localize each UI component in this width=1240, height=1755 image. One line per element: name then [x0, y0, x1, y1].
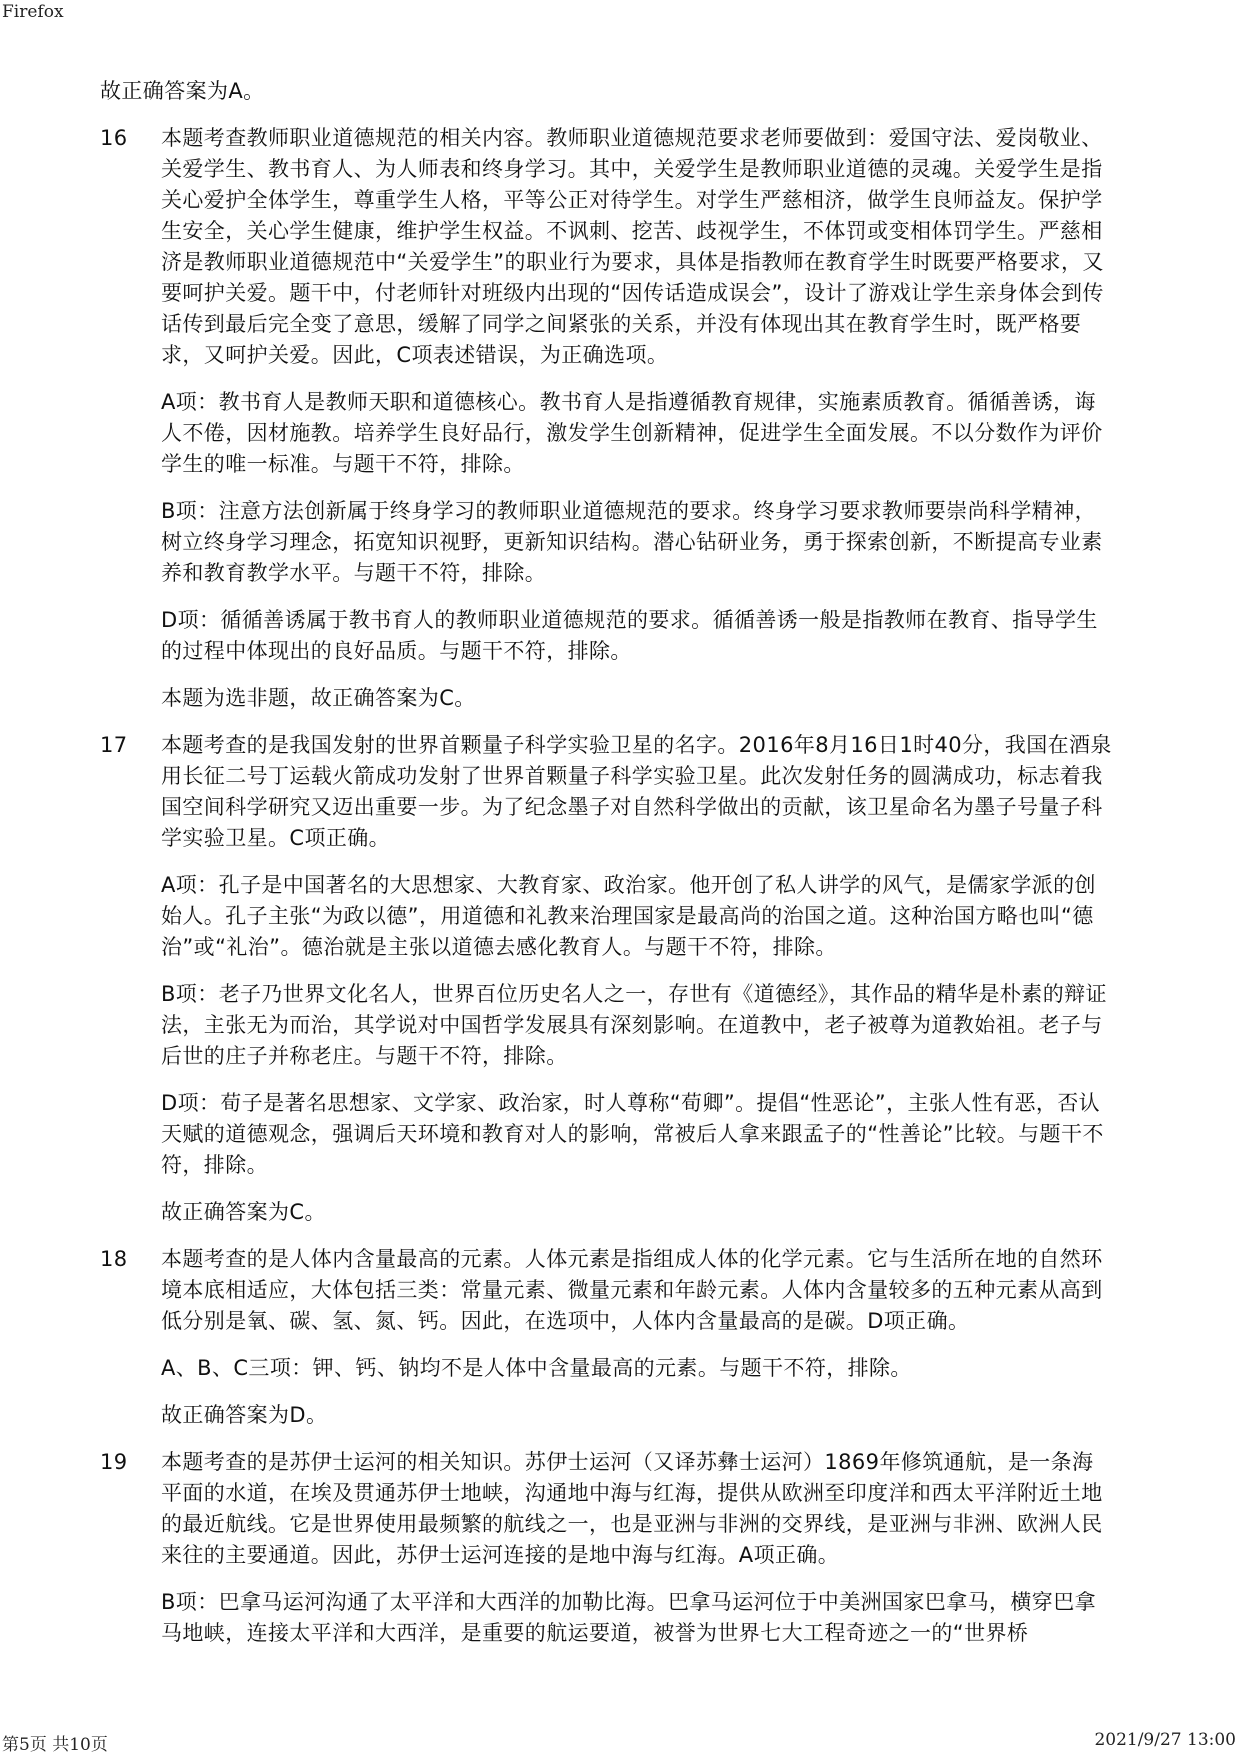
question-explanation — [100, 1244, 1115, 1447]
explanation-body — [161, 1244, 1113, 1447]
explanation-paragraph: 本题考查教师职业道德规范的相关内容。教师职业道德规范要求老师要做到：爱国守法、爱岗敬业、关爱学生、教书育人、为人师表和终身学习。其中，关爱学生是教师职业道德的灵魂。关爱学生是指关心爱护全体学生，尊重学生人格，平等公正对待学生。对学生严慈相济，做学生良师益友。保护学生安全，关心学生健康，维护学生权益。不讽刺、挖苦、歧视学生，不体罚或变相体罚学生。严慈相济是教师职业道德规范中“关爱学生”的职业行为要求，具体是指教师在教育学生时既要严格要求，又要呵护关爱。题干中，付老师针对班级内出现的“因传话造成误会”，设计了游戏让学生亲身体会到传话传到最后完全变了意思，缓解了同学之间紧张的关系，并没有体现出其在教育学生时，既严格要求，又呵护关爱。因此，C项表述错误，为正确选项。 — [161, 126, 1104, 367]
question-list — [100, 123, 1115, 1665]
explanation-paragraph: B项：老子乃世界文化名人，世界百位历史名人之一，存世有《道德经》，其作品的精华是朴素的辩证法，主张无为而治，其学说对中国哲学发展具有深刻影响。在道教中，老子被尊为道教始祖。老子与后世的庄子并称老庄。与题干不符，排除。 — [161, 982, 1107, 1068]
explanation-paragraph: 故正确答案为D。 — [161, 1403, 328, 1427]
print-datetime: 2021/9/27 13:00 — [1094, 1730, 1236, 1750]
question-explanation — [100, 1447, 1115, 1665]
question-number: 16 — [100, 126, 128, 150]
explanation-paragraph: 本题为选非题，故正确答案为C。 — [161, 686, 476, 710]
explanation-body — [161, 730, 1113, 1244]
question-number: 18 — [100, 1247, 128, 1271]
browser-title: Firefox — [2, 2, 64, 22]
question-number: 19 — [100, 1450, 128, 1474]
explanation-paragraph: 故正确答案为C。 — [161, 1200, 326, 1224]
explanation-paragraph: D项：循循善诱属于教书育人的教师职业道德规范的要求。循循善诱一般是指教师在教育、指导学生的过程中体现出的良好品质。与题干不符，排除。 — [161, 608, 1098, 663]
explanation-paragraph: A项：孔子是中国著名的大思想家、大教育家、政治家。他开创了私人讲学的风气，是儒家学派的创始人。孔子主张“为政以德”，用道德和礼教来治理国家是最高尚的治国之道。这种治国方略也叫“德治”或“礼治”。德治就是主张以道德去感化教育人。与题干不符，排除。 — [161, 873, 1096, 959]
explanation-paragraph: B项：注意方法创新属于终身学习的教师职业道德规范的要求。终身学习要求教师要崇尚科学精神，树立终身学习理念，拓宽知识视野，更新知识结构。潜心钻研业务，勇于探索创新，不断提高专业素养和教育教学水平。与题干不符，排除。 — [161, 499, 1103, 585]
explanation-body — [161, 1447, 1113, 1665]
question-explanation — [100, 730, 1115, 1244]
explanation-paragraph: A项：教书育人是教师天职和道德核心。教书育人是指遵循教育规律，实施素质教育。循循善诱，诲人不倦，因材施教。培养学生良好品行，激发学生创新精神，促进学生全面发展。不以分数作为评价学生的唯一标准。与题干不符，排除。 — [161, 390, 1103, 476]
explanation-body — [161, 123, 1113, 730]
previous-answer: 故正确答案为A。 — [100, 79, 265, 103]
explanation-paragraph: A、B、C三项：钾、钙、钠均不是人体中含量最高的元素。与题干不符，排除。 — [161, 1356, 912, 1380]
explanation-paragraph: 本题考查的是人体内含量最高的元素。人体元素是指组成人体的化学元素。它与生活所在地的自然环境本底相适应，大体包括三类：常量元素、微量元素和年龄元素。人体内含量较多的五种元素从高到低分别是氧、碳、氢、氮、钙。因此，在选项中，人体内含量最高的是碳。D项正确。 — [161, 1247, 1103, 1333]
page-number: 第5页 共10页 — [2, 1735, 108, 1755]
explanation-paragraph: 本题考查的是苏伊士运河的相关知识。苏伊士运河（又译苏彝士运河）1869年修筑通航，是一条海平面的水道，在埃及贯通苏伊士地峡，沟通地中海与红海，提供从欧洲至印度洋和西太平洋附近土地的最近航线。它是世界使用最频繁的航线之一，也是亚洲与非洲的交界线，是亚洲与非洲、欧洲人民来往的主要通道。因此，苏伊士运河连接的是地中海与红海。A项正确。 — [161, 1450, 1103, 1567]
explanation-paragraph: B项：巴拿马运河沟通了太平洋和大西洋的加勒比海。巴拿马运河位于中美洲国家巴拿马，横穿巴拿马地峡，连接太平洋和大西洋，是重要的航运要道，被誉为世界七大工程奇迹之一的“世界桥 — [161, 1590, 1097, 1645]
explanation-paragraph: 本题考查的是我国发射的世界首颗量子科学实验卫星的名字。2016年8月16日1时40分，我国在酒泉用长征二号丁运载火箭成功发射了世界首颗量子科学实验卫星。此次发射任务的圆满成功，标志着我国空间科学研究又迈出重要一步。为了纪念墨子对自然科学做出的贡献，该卫星命名为墨子号量子科学实验卫星。C项正确。 — [161, 733, 1112, 850]
question-explanation — [100, 123, 1115, 730]
document-content — [100, 76, 1115, 1665]
explanation-paragraph: D项：荀子是著名思想家、文学家、政治家，时人尊称“荀卿”。提倡“性恶论”，主张人性有恶，否认天赋的道德观念，强调后天环境和教育对人的影响，常被后人拿来跟孟子的“性善论”比较。与题干不符，排除。 — [161, 1091, 1104, 1177]
question-number: 17 — [100, 733, 128, 757]
